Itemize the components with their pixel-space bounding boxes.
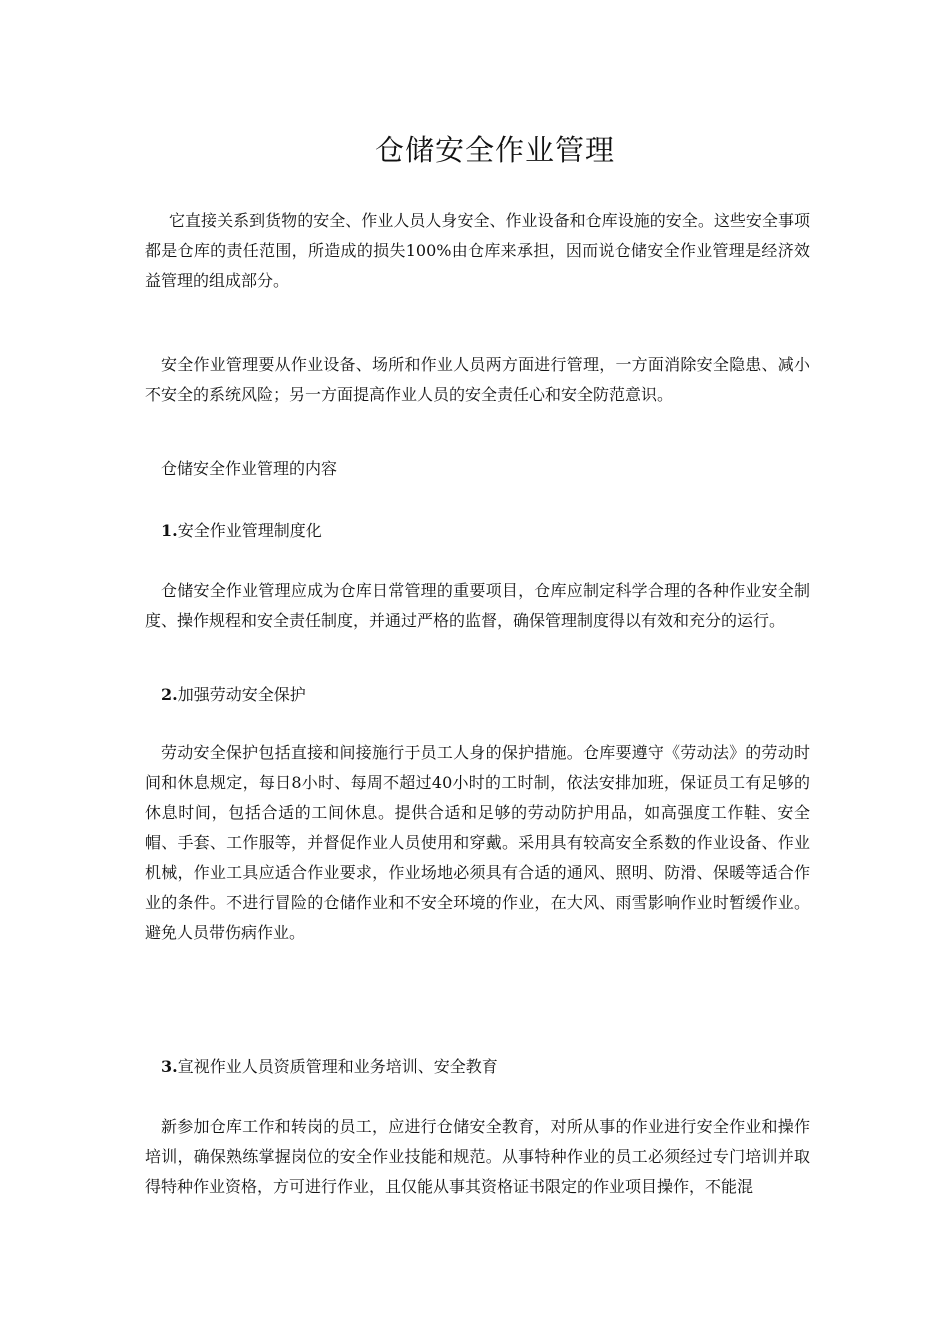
management-scope-paragraph: 安全作业管理要从作业设备、场所和作业人员两方面进行管理，一方面消除安全隐患、减小不安全的系统风险；另一方面提高作业人员的安全责任心和安全防范意识。: [145, 355, 810, 404]
section-1-number: 1.: [161, 521, 178, 540]
intro-paragraph: 它直接关系到货物的安全、作业人员人身安全、作业设备和仓库设施的安全。这些安全事项都是仓库的责任范围，所造成的损失100%由仓库来承担，因而说仓储安全作业管理是经济效益管理的组成部分。: [145, 211, 810, 290]
section-2-body: 劳动安全保护包括直接和间接施行于员工人身的保护措施。仓库要遵守《劳动法》的劳动时间和休息规定，每日8小时、每周不超过40小时的工时制，依法安排加班，保证员工有足够的休息时间，包括合适的工间休息。提供合适和足够的劳动防护用品，如高强度工作鞋、安全帽、手套、工作服等，并督促作业人员使用和穿戴。采用具有较高安全系数的作业设备、作业机械，作业工具应适合作业要求，作业场地必须具有合适的通风、照明、防滑、保暖等适合作业的条件。不进行冒险的仓储作业和不安全环境的作业，在大风、雨雪影响作业时暂缓作业。避免人员带伤病作业。: [145, 743, 810, 942]
document-title: 仓储安全作业管理: [374, 133, 615, 167]
section-2-title: 加强劳动安全保护: [177, 685, 306, 704]
section-3-heading: [161, 1052, 811, 1082]
section-3-title: 宣视作业人员资质管理和业务培训、安全教育: [177, 1057, 498, 1076]
section-2-heading: [161, 680, 811, 710]
section-3-number: 3.: [161, 1057, 178, 1076]
section-2-number: 2.: [161, 685, 178, 704]
section-3-body: 新参加仓库工作和转岗的员工，应进行仓储安全教育，对所从事的作业进行安全作业和操作培训，确保熟练掌握岗位的安全作业技能和规范。从事特种作业的员工必须经过专门培训并取得特种作业资格，方可进行作业，且仅能从事其资格证书限定的作业项目操作，不能混: [145, 1117, 810, 1196]
section-1-title: 安全作业管理制度化: [177, 521, 322, 540]
section-1-heading: [161, 516, 811, 546]
section-1-body: 仓储安全作业管理应成为仓库日常管理的重要项目，仓库应制定科学合理的各种作业安全制度、操作规程和安全责任制度，并通过严格的监督，确保管理制度得以有效和充分的运行。: [145, 581, 810, 630]
content-subheading: 仓储安全作业管理的内容: [161, 459, 338, 478]
